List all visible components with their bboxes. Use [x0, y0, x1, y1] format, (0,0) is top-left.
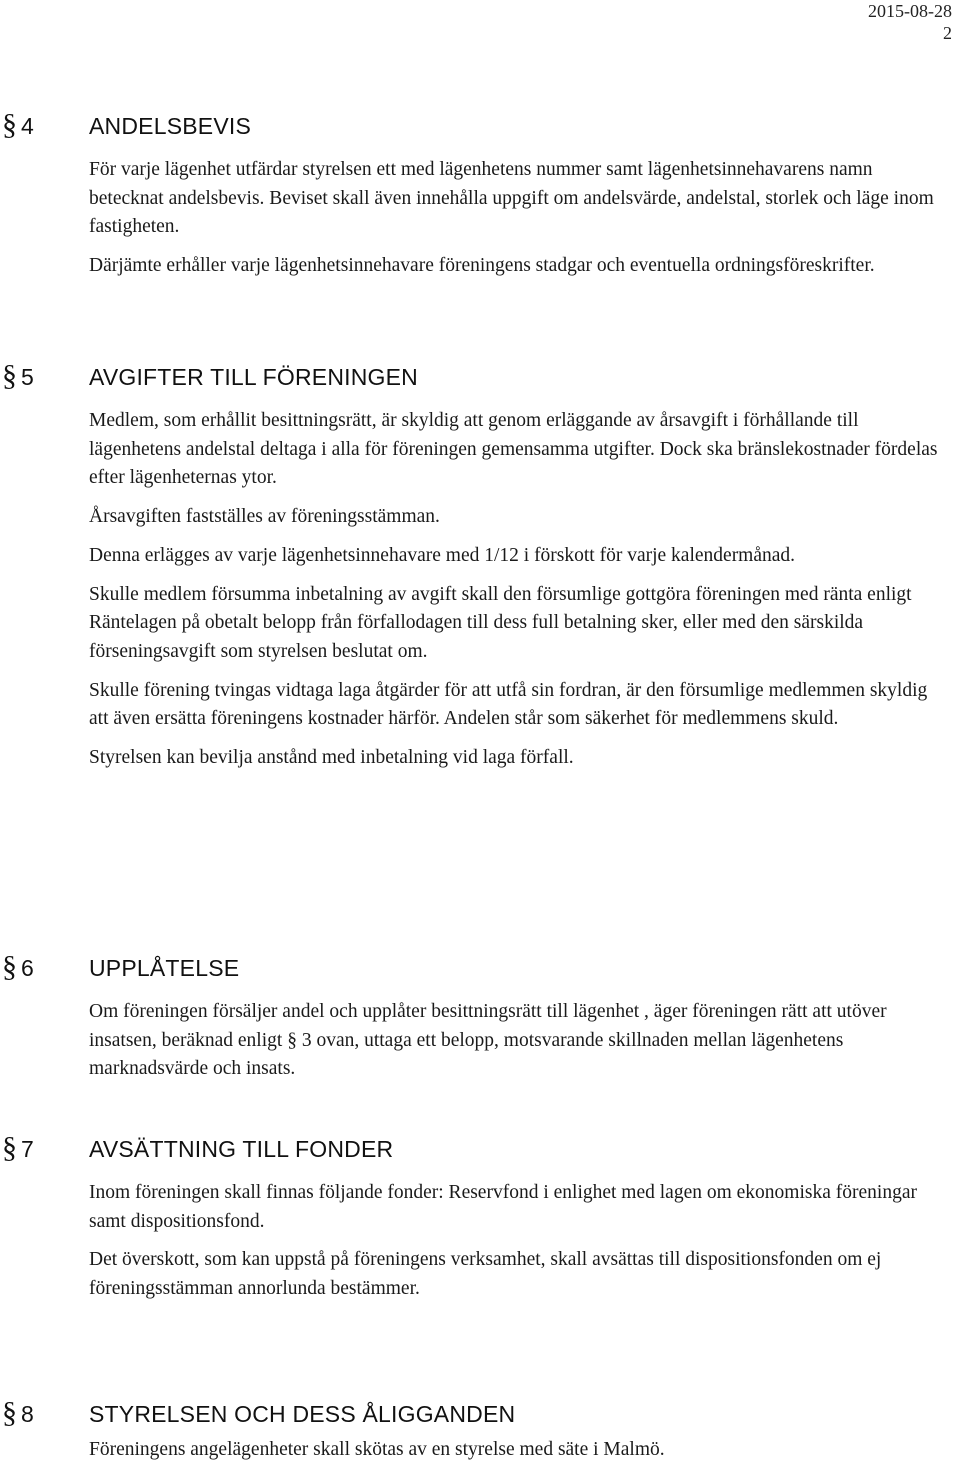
paragraph: Föreningens angelägenheter skall skötas av en styrelse med säte i Malmö.: [89, 1439, 665, 1460]
paragraph: För varje lägenhet utfärdar styrelsen ett med lägenhetens nummer samt lägenhetsinnehavarens namn betecknat andelsbevis. Beviset skall även innehålla uppgift om andelsvärde, andelstal, storlek och läge inom fastigheten.: [89, 159, 934, 238]
paragraph: Styrelsen kan bevilja anstånd med inbetalning vid laga förfall.: [89, 747, 574, 769]
section-4: [0, 108, 960, 281]
section-symbol: §: [2, 950, 17, 983]
paragraph: Skulle medlem försumma inbetalning av avgift skall den försumlige gottgöra föreningen med ränta enligt Räntelagen på obetalt belopp från förfallodagen till dess full betalning sker, eller med den särskilda förseningsavgift som styrelsen beslutat om.: [89, 583, 912, 662]
paragraph: Skulle förening tvingas vidtaga laga åtgärder för att utfå sin fordran, är den försumlige medlemmen skyldig att även ersätta föreningens kostnader härför. Andelen står som säkerhet för medlemmens skuld.: [89, 679, 928, 730]
section-number: 5: [21, 364, 34, 390]
section-heading: [0, 108, 960, 144]
page-header: [868, 0, 952, 44]
section-symbol: §: [2, 1396, 17, 1429]
paragraph: Därjämte erhåller varje lägenhetsinnehavare föreningens stadgar och eventuella ordningsföreskrifter.: [89, 255, 875, 277]
section-heading: [0, 950, 960, 986]
section-symbol: §: [2, 1131, 17, 1164]
section-number: 6: [21, 955, 34, 981]
section-title: AVGIFTER TILL FÖRENINGEN: [89, 364, 418, 390]
section-number: 4: [21, 113, 34, 139]
section-5: [0, 359, 960, 773]
paragraph: Denna erlägges av varje lägenhetsinnehavare med 1/12 i förskott för varje kalendermånad.: [89, 544, 796, 566]
section-symbol: §: [2, 108, 17, 141]
section-7: [0, 1131, 960, 1304]
section-heading: [0, 1396, 960, 1432]
section-symbol: §: [2, 359, 17, 392]
paragraph: Det överskott, som kan uppstå på föreningens verksamhet, skall avsättas till dispositionsfonden om ej föreningsstämman annorlunda bestämmer.: [89, 1249, 882, 1300]
page-number: 2: [943, 23, 952, 43]
section-heading: [0, 359, 960, 395]
section-6: [0, 950, 960, 1084]
paragraph: Årsavgiften fastställes av föreningsstämman.: [89, 506, 440, 528]
section-title: STYRELSEN OCH DESS ÅLIGGANDEN: [89, 1401, 516, 1427]
section-title: UPPLÅTELSE: [89, 955, 240, 981]
paragraph: Medlem, som erhållit besittningsrätt, är skyldig att genom erläggande av årsavgift i förhållande till lägenhetens andelstal deltaga i alla för föreningen gemensamma utgifter. Dock ska bränslekostnader fördelas efter lägenheternas ytor.: [89, 410, 938, 489]
header-date: 2015-08-28: [868, 1, 952, 21]
section-heading: [0, 1131, 960, 1167]
section-number: 7: [21, 1136, 34, 1162]
section-title: AVSÄTTNING TILL FONDER: [89, 1136, 394, 1162]
section-title: ANDELSBEVIS: [89, 113, 251, 139]
section-number: 8: [21, 1401, 34, 1427]
section-8: [0, 1396, 960, 1465]
paragraph: Inom föreningen skall finnas följande fonder: Reservfond i enlighet med lagen om ekonomiska föreningar samt dispositionsfond.: [89, 1182, 917, 1232]
paragraph: Om föreningen försäljer andel och upplåter besittningsrätt till lägenhet , äger föreningen rätt att utöver insatsen, beräknad enligt § 3 ovan, uttaga ett belopp, motsvarande skillnaden mellan lägenhetens marknadsvärde och insats.: [89, 1001, 887, 1080]
